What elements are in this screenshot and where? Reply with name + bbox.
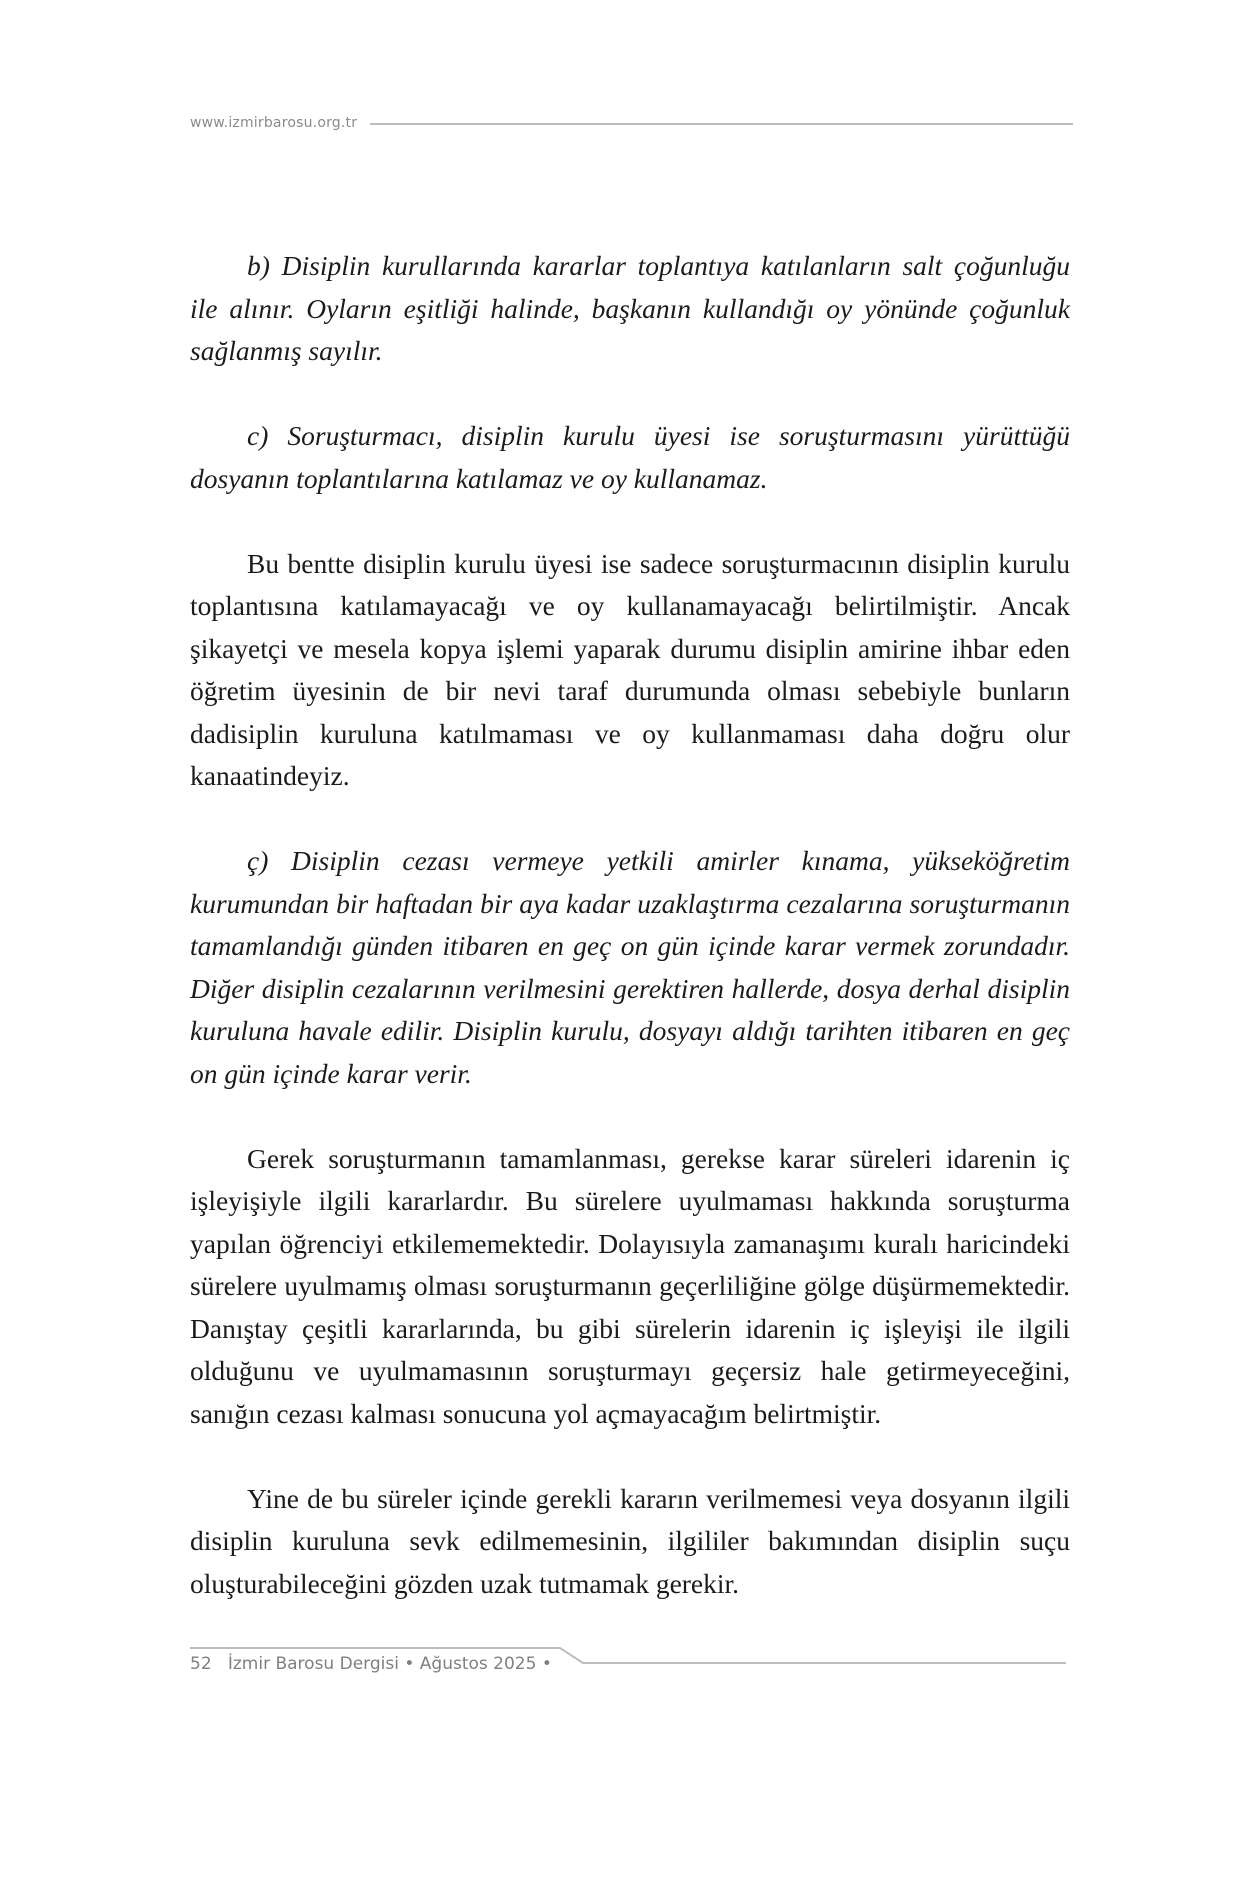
page-number: 52 xyxy=(190,1654,212,1674)
publication-title: İzmir Barosu Dergisi xyxy=(227,1654,399,1674)
header-url: www.izmirbarosu.org.tr xyxy=(190,115,358,131)
paragraph-commentary-3: Yine de bu süreler içinde gerekli kararın verilmemesi veya dosyanın ilgili disiplin kuruluna sevk edilmemesinin, ilgililer bakımından disiplin suçu oluşturabileceğini gözden uzak tutmamak gerekir. xyxy=(190,1482,1070,1599)
page-footer xyxy=(190,1652,552,1676)
paragraph-commentary-1: Bu bentte disiplin kurulu üyesi ise sadece soruşturmacının disiplin kurulu toplantısına katılamayacağı ve oy kullanamayacağı belirtilmiştir. Ancak şikayetçi ve mesela kopya işlemi yaparak durumu disiplin amirine ihbar eden öğretim üyesinin de bir nevi taraf durumunda olması sebebiyle bunların dadisiplin kuruluna katılmaması ve oy kullanmaması daha doğru olur kanaatindeyiz. xyxy=(190,547,1070,791)
paragraph-c: c) Soruşturmacı, disiplin kurulu üyesi ise soruşturmasını yürüttüğü dosyanın toplantılarına katılamaz ve oy kullanamaz. xyxy=(190,420,1070,494)
paragraph-commentary-2: Gerek soruşturmanın tamamlanması, gerekse karar süreleri idarenin iç işleyişiyle ilgili kararlardır. Bu sürelere uyulmaması hakkında soruşturma yapılan öğrenciyi etkilememektedir. Dolayısıyla zamanaşımı kuralı haricindeki sürelere uyulmamış olması soruşturmanın geçerliliğine gölge düşürmemektedir. Danıştay çeşitli kararlarında, bu gibi sürelerin idarenin iç işleyişi ile ilgili olduğunu ve uyulmamasının soruşturmayı geçersiz hale getirmeyeceğini, sanığın cezası kalması sonucuna yol açmayacağım belirtmiştir. xyxy=(190,1142,1070,1429)
header-divider xyxy=(370,123,1073,125)
article-body xyxy=(190,245,1070,1648)
separator-dot: • xyxy=(541,1654,552,1674)
issue-date: Ağustos 2025 xyxy=(419,1654,537,1674)
paragraph-b: b) Disiplin kurullarında kararlar toplantıya katılanların salt çoğunluğu ile alınır. Oyların eşitliği halinde, başkanın kullandığı oy yönünde çoğunluk sağlanmış sayılır. xyxy=(190,250,1070,366)
paragraph-c-cedilla: ç) Disiplin cezası vermeye yetkili amirler kınama, yükseköğretim kurumundan bir haftadan bir aya kadar uzaklaştırma cezalarına soruşturmanın tamamlandığı günden itibaren en geç on gün içinde karar vermek zorundadır. Diğer disiplin cezalarının verilmesini gerektiren hallerde, dosya derhal disiplin kuruluna havale edilir. Disiplin kurulu, dosyayı aldığı tarihten itibaren en geç on gün içinde karar verir. xyxy=(190,845,1070,1089)
separator-dot: • xyxy=(404,1654,415,1674)
